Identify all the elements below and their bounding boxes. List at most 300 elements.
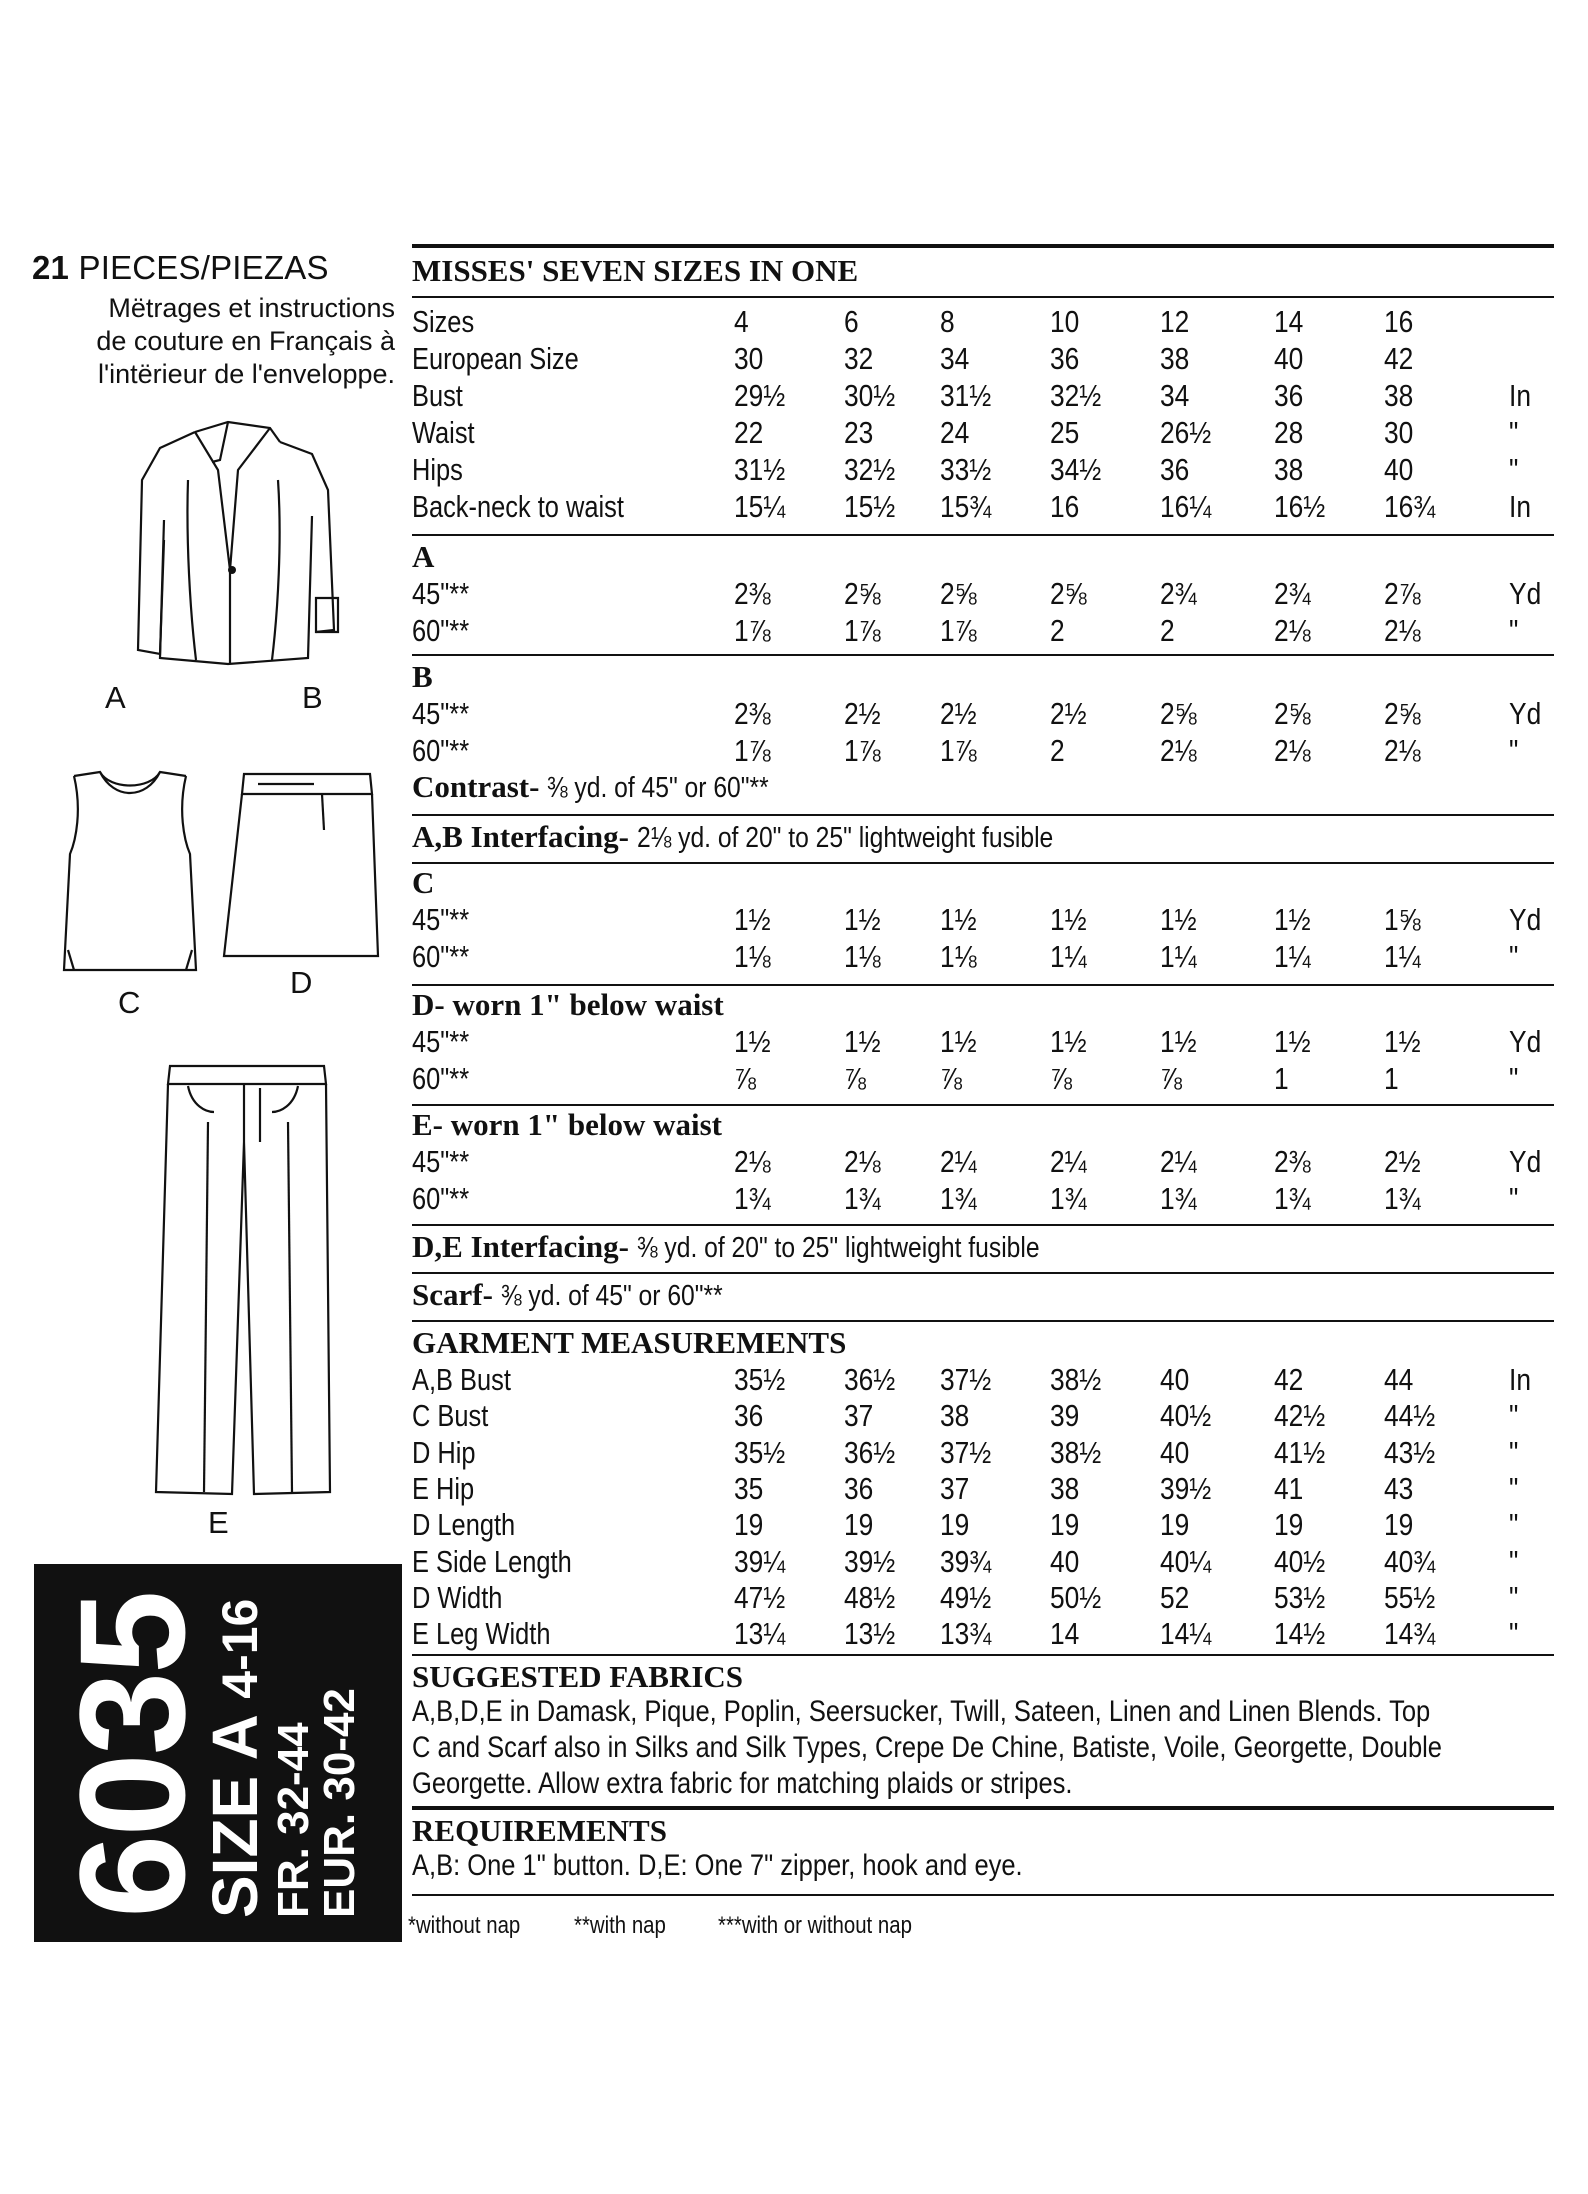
row-value: 1¾ <box>844 1181 881 1216</box>
row-label: E Side Length <box>412 1543 572 1579</box>
row-value: 38 <box>1160 341 1190 376</box>
de-interfacing-label: D,E Interfacing- <box>412 1229 629 1264</box>
ab-interfacing-line <box>412 820 1126 855</box>
row-value: 1⅞ <box>940 613 977 648</box>
table-row <box>412 1544 1554 1580</box>
row-label: 60"** <box>412 1061 470 1096</box>
divider <box>412 1272 1554 1274</box>
row-value: 1½ <box>844 1024 881 1059</box>
row-value: 30 <box>1384 415 1414 450</box>
row-value: 19 <box>1274 1507 1304 1543</box>
row-unit: Yd <box>1509 902 1542 937</box>
divider <box>412 1104 1554 1106</box>
requirements-title: REQUIREMENTS <box>412 1813 667 1848</box>
view-c-title: C <box>412 865 435 900</box>
row-value: 12 <box>1160 304 1190 339</box>
row-value: 1½ <box>734 902 771 937</box>
divider <box>412 1806 1554 1810</box>
row-value: 1⅞ <box>940 733 977 768</box>
row-value: 1⅛ <box>734 939 771 974</box>
view-a-title: A <box>412 539 435 574</box>
row-value: 38 <box>1050 1470 1080 1506</box>
row-unit: In <box>1509 1362 1531 1397</box>
pattern-number: 6035 <box>48 1592 216 1918</box>
row-value: 1⅞ <box>844 613 881 648</box>
row-unit: " <box>1509 939 1519 974</box>
table-row <box>412 1024 1554 1060</box>
row-value: 2⅝ <box>1050 576 1087 611</box>
scarf-line <box>412 1278 761 1313</box>
row-value: 1½ <box>940 902 977 937</box>
row-value: 39½ <box>1160 1470 1212 1506</box>
table-row <box>412 1181 1554 1217</box>
row-value: 39½ <box>844 1543 896 1579</box>
row-label: C Bust <box>412 1398 489 1434</box>
row-value: 14 <box>1274 304 1304 339</box>
row-value: 2¾ <box>1274 576 1311 611</box>
row-value: 2¼ <box>940 1144 977 1179</box>
table-row <box>412 304 1554 340</box>
row-value: 2⅛ <box>844 1144 881 1179</box>
view-e-title: E- worn 1" below waist <box>412 1107 722 1142</box>
row-label: Waist <box>412 415 475 450</box>
table-row <box>412 415 1554 451</box>
footnote-with-or-without-nap: ***with or without nap <box>718 1912 912 1939</box>
row-label: Back-neck to waist <box>412 489 624 524</box>
row-value: 38 <box>1384 378 1414 413</box>
row-value: 34½ <box>1050 452 1102 487</box>
row-value: 23 <box>844 415 874 450</box>
row-value: 1½ <box>940 1024 977 1059</box>
row-value: 14½ <box>1274 1616 1326 1652</box>
row-value: 1¾ <box>734 1181 771 1216</box>
row-value: 1¾ <box>1160 1181 1197 1216</box>
row-value: 1 <box>1384 1061 1399 1096</box>
row-value: 2¼ <box>1160 1144 1197 1179</box>
row-value: 16¾ <box>1384 489 1436 524</box>
row-unit: In <box>1509 378 1531 413</box>
table-row <box>412 733 1554 769</box>
row-value: 40 <box>1160 1362 1190 1397</box>
table-row <box>412 452 1554 488</box>
row-value: 1¼ <box>1384 939 1421 974</box>
size-prefix: SIZE A <box>199 1716 271 1918</box>
row-value: 19 <box>940 1507 970 1543</box>
divider <box>412 814 1554 816</box>
row-value: 30 <box>734 341 764 376</box>
fabrics-text <box>412 1694 1551 1802</box>
row-label: 45"** <box>412 902 470 937</box>
table-row <box>412 1507 1554 1543</box>
row-value: 25 <box>1050 415 1080 450</box>
divider <box>412 984 1554 986</box>
row-value: 44½ <box>1384 1398 1436 1434</box>
table-row <box>412 939 1554 975</box>
row-value: 2¼ <box>1050 1144 1087 1179</box>
row-label: D Hip <box>412 1434 476 1470</box>
row-value: 40 <box>1384 452 1414 487</box>
pants-illustration <box>148 1062 338 1502</box>
row-value: 2½ <box>1050 696 1087 731</box>
scarf-label: Scarf- <box>412 1277 493 1312</box>
pieces-count-heading <box>32 248 329 288</box>
row-value: 37½ <box>940 1362 992 1397</box>
row-value: 2⅝ <box>1384 696 1421 731</box>
row-value: 1½ <box>734 1024 771 1059</box>
row-value: 19 <box>844 1507 874 1543</box>
row-value: 1½ <box>1050 1024 1087 1059</box>
row-value: 40¾ <box>1384 1543 1436 1579</box>
row-value: 32 <box>844 341 874 376</box>
row-unit: In <box>1509 489 1531 524</box>
row-value: 2⅜ <box>734 696 771 731</box>
row-value: 40 <box>1274 341 1304 376</box>
eur-sizes: EUR. 30-42 <box>315 1688 364 1918</box>
row-value: 38½ <box>1050 1434 1102 1470</box>
row-unit: " <box>1509 1061 1519 1096</box>
contrast-text: ⅜ yd. of 45" or 60"** <box>547 772 769 804</box>
row-label: 60"** <box>412 733 470 768</box>
table-row <box>412 341 1554 377</box>
table-row <box>412 1616 1554 1652</box>
row-value: 32½ <box>1050 378 1102 413</box>
row-label: 60"** <box>412 613 470 648</box>
row-value: 1¾ <box>1384 1181 1421 1216</box>
row-label: European Size <box>412 341 579 376</box>
row-unit: " <box>1509 733 1519 768</box>
ab-interfacing-label: A,B Interfacing- <box>412 819 629 854</box>
row-value: 16 <box>1384 304 1414 339</box>
garment-title: GARMENT MEASUREMENTS <box>412 1325 847 1360</box>
row-value: 50½ <box>1050 1579 1102 1615</box>
row-value: 39¼ <box>734 1543 786 1579</box>
row-value: 1⅛ <box>940 939 977 974</box>
french-note <box>40 292 395 391</box>
row-value: 1½ <box>1274 902 1311 937</box>
row-value: 8 <box>940 304 955 339</box>
row-value: 43½ <box>1384 1434 1436 1470</box>
row-value: 2⅛ <box>1384 613 1421 648</box>
row-value: 40½ <box>1274 1543 1326 1579</box>
row-value: 13½ <box>844 1616 896 1652</box>
row-value: 15½ <box>844 489 896 524</box>
row-value: 38½ <box>1050 1362 1102 1397</box>
row-value: 1¼ <box>1050 939 1087 974</box>
row-value: 41½ <box>1274 1434 1326 1470</box>
row-label: Sizes <box>412 304 475 339</box>
row-unit: " <box>1509 1507 1519 1543</box>
row-value: 29½ <box>734 378 786 413</box>
row-value: 36 <box>1050 341 1080 376</box>
row-value: ⅞ <box>940 1061 962 1096</box>
row-value: 36½ <box>844 1362 896 1397</box>
fr-sizes: FR. 32-44 <box>269 1722 318 1918</box>
row-value: 1½ <box>1160 1024 1197 1059</box>
row-value: 1½ <box>1160 902 1197 937</box>
row-unit: Yd <box>1509 1144 1542 1179</box>
row-value: ⅞ <box>734 1061 756 1096</box>
row-label: 45"** <box>412 696 470 731</box>
row-value: 1½ <box>1384 1024 1421 1059</box>
row-value: 53½ <box>1274 1579 1326 1615</box>
table-row <box>412 1435 1554 1471</box>
jacket-illustration <box>120 420 350 680</box>
row-value: 1⅞ <box>844 733 881 768</box>
pieces-number: 21 <box>32 249 70 286</box>
row-value: 40 <box>1160 1434 1190 1470</box>
row-value: 16½ <box>1274 489 1326 524</box>
row-value: 48½ <box>844 1579 896 1615</box>
row-value: 1½ <box>1050 902 1087 937</box>
row-value: 36 <box>734 1398 764 1434</box>
row-label: A,B Bust <box>412 1362 511 1397</box>
row-value: 6 <box>844 304 859 339</box>
de-interfacing-line <box>412 1230 1110 1265</box>
row-value: 2⅛ <box>1384 733 1421 768</box>
row-value: 31½ <box>734 452 786 487</box>
row-value: 2⅛ <box>1274 613 1311 648</box>
row-value: 35 <box>734 1470 764 1506</box>
row-unit: " <box>1509 613 1519 648</box>
divider <box>412 534 1554 536</box>
row-value: 30½ <box>844 378 896 413</box>
row-value: 36½ <box>844 1434 896 1470</box>
row-label: 45"** <box>412 1144 470 1179</box>
row-unit: " <box>1509 1616 1519 1652</box>
row-label: 45"** <box>412 1024 470 1059</box>
row-value: 36 <box>1274 378 1304 413</box>
row-unit: " <box>1509 452 1519 487</box>
row-value: 33½ <box>940 452 992 487</box>
row-value: 4 <box>734 304 749 339</box>
row-value: 28 <box>1274 415 1304 450</box>
ab-interfacing-text: 2⅛ yd. of 20" to 25" lightweight fusible <box>636 822 1054 854</box>
row-value: 55½ <box>1384 1579 1436 1615</box>
figure-label-b: B <box>302 680 323 715</box>
divider <box>412 1894 1554 1896</box>
row-label: D Width <box>412 1579 503 1615</box>
divider <box>412 862 1554 864</box>
size-range: 4-16 <box>212 1598 268 1699</box>
row-value: 2⅝ <box>940 576 977 611</box>
row-value: 2⅝ <box>1274 696 1311 731</box>
row-value: 1¼ <box>1160 939 1197 974</box>
row-label: 45"** <box>412 576 470 611</box>
divider <box>412 1654 1554 1656</box>
row-value: 2⅛ <box>1160 733 1197 768</box>
row-value: 43 <box>1384 1470 1414 1506</box>
requirements-text: A,B: One 1" button. D,E: One 7" zipper, hook and eye. <box>412 1849 1023 1882</box>
row-unit: " <box>1509 1543 1519 1579</box>
pieces-label: PIECES/PIEZAS <box>78 249 329 286</box>
view-d-title: D- worn 1" below waist <box>412 987 724 1022</box>
row-value: 37½ <box>940 1434 992 1470</box>
row-unit: " <box>1509 415 1519 450</box>
row-value: 42 <box>1384 341 1414 376</box>
row-value: 2⅞ <box>1384 576 1421 611</box>
row-unit: Yd <box>1509 1024 1542 1059</box>
row-value: 19 <box>1050 1507 1080 1543</box>
row-value: 1½ <box>1274 1024 1311 1059</box>
table-row <box>412 902 1554 938</box>
divider <box>412 1320 1554 1322</box>
table-row <box>412 1471 1554 1507</box>
row-value: 14¼ <box>1160 1616 1212 1652</box>
row-value: 36 <box>1160 452 1190 487</box>
row-value: 41 <box>1274 1470 1304 1506</box>
de-interfacing-text: ⅜ yd. of 20" to 25" lightweight fusible <box>636 1232 1040 1264</box>
row-value: 13¼ <box>734 1616 786 1652</box>
row-value: 1⅝ <box>1384 902 1421 937</box>
row-value: 1⅛ <box>844 939 881 974</box>
row-value: 37 <box>844 1398 874 1434</box>
row-value: 2⅝ <box>1160 696 1197 731</box>
row-value: 1½ <box>844 902 881 937</box>
table-row <box>412 1144 1554 1180</box>
sleeveless-top-illustration <box>60 770 200 980</box>
row-value: 24 <box>940 415 970 450</box>
row-unit: Yd <box>1509 576 1542 611</box>
row-value: 39 <box>1050 1398 1080 1434</box>
row-value: 2 <box>1050 733 1065 768</box>
table-row <box>412 613 1554 649</box>
row-value: 1⅞ <box>734 613 771 648</box>
skirt-illustration <box>222 770 382 960</box>
row-unit: " <box>1509 1434 1519 1470</box>
table-row <box>412 1061 1554 1097</box>
row-value: 2⅛ <box>1274 733 1311 768</box>
row-value: 44 <box>1384 1362 1414 1397</box>
row-value: 2⅜ <box>1274 1144 1311 1179</box>
figure-label-a: A <box>105 680 126 715</box>
row-value: 38 <box>940 1398 970 1434</box>
row-value: 16 <box>1050 489 1080 524</box>
row-value: ⅞ <box>1050 1061 1072 1096</box>
row-value: ⅞ <box>844 1061 866 1096</box>
row-unit: " <box>1509 1398 1519 1434</box>
row-value: 52 <box>1160 1579 1190 1615</box>
contrast-label: Contrast- <box>412 769 540 804</box>
figure-label-c: C <box>118 985 141 1020</box>
row-value: 49½ <box>940 1579 992 1615</box>
table-row <box>412 489 1554 525</box>
row-value: 40½ <box>1160 1398 1212 1434</box>
row-value: 22 <box>734 415 764 450</box>
contrast-line <box>412 770 808 805</box>
row-value: 40 <box>1050 1543 1080 1579</box>
footnote-with-nap: **with nap <box>574 1912 666 1939</box>
row-value: 39¾ <box>940 1543 992 1579</box>
figure-label-d: D <box>290 965 313 1000</box>
top-rule <box>412 244 1554 248</box>
row-value: 38 <box>1274 452 1304 487</box>
row-label: E Leg Width <box>412 1616 551 1652</box>
table-row <box>412 1580 1554 1616</box>
row-value: 14¾ <box>1384 1616 1436 1652</box>
row-value: 34 <box>1160 378 1190 413</box>
fabrics-line: Georgette. Allow extra fabric for matching plaids or stripes. <box>412 1767 1073 1800</box>
row-label: 60"** <box>412 939 470 974</box>
row-value: 32½ <box>844 452 896 487</box>
row-value: ⅞ <box>1160 1061 1182 1096</box>
row-value: 1⅞ <box>734 733 771 768</box>
row-unit: " <box>1509 1470 1519 1506</box>
row-value: 19 <box>1160 1507 1190 1543</box>
row-value: 2 <box>1050 613 1065 648</box>
row-value: 2¾ <box>1160 576 1197 611</box>
figure-label-e: E <box>208 1505 229 1540</box>
row-value: 34 <box>940 341 970 376</box>
table-title: MISSES' SEVEN SIZES IN ONE <box>412 253 859 288</box>
size-label <box>199 1568 271 1918</box>
row-value: 13¾ <box>940 1616 992 1652</box>
row-value: 26½ <box>1160 415 1212 450</box>
row-value: 31½ <box>940 378 992 413</box>
row-value: 2½ <box>844 696 881 731</box>
row-value: 1¾ <box>1050 1181 1087 1216</box>
row-value: 2⅜ <box>734 576 771 611</box>
table-row <box>412 378 1554 414</box>
row-value: 1¾ <box>940 1181 977 1216</box>
row-value: 19 <box>734 1507 764 1543</box>
row-value: 1 <box>1274 1061 1289 1096</box>
row-label: E Hip <box>412 1470 475 1506</box>
row-unit: Yd <box>1509 696 1542 731</box>
table-row <box>412 1362 1554 1398</box>
row-value: 47½ <box>734 1579 786 1615</box>
view-b-title: B <box>412 659 433 694</box>
row-label: D Length <box>412 1507 516 1543</box>
row-value: 16¼ <box>1160 489 1212 524</box>
row-label: Bust <box>412 378 463 413</box>
row-value: 15¼ <box>734 489 786 524</box>
row-value: 40¼ <box>1160 1543 1212 1579</box>
divider <box>412 296 1554 298</box>
row-value: 36 <box>844 1470 874 1506</box>
row-value: 35½ <box>734 1362 786 1397</box>
row-value: 42½ <box>1274 1398 1326 1434</box>
table-row <box>412 696 1554 732</box>
row-value: 35½ <box>734 1434 786 1470</box>
row-value: 2½ <box>1384 1144 1421 1179</box>
row-label: 60"** <box>412 1181 470 1216</box>
row-value: 1¼ <box>1274 939 1311 974</box>
row-value: 37 <box>940 1470 970 1506</box>
divider <box>412 1224 1554 1226</box>
row-value: 2⅝ <box>844 576 881 611</box>
row-value: 15¾ <box>940 489 992 524</box>
fabrics-line: A,B,D,E in Damask, Pique, Poplin, Seersucker, Twill, Sateen, Linen and Linen Blends. Top <box>412 1695 1431 1728</box>
row-value: 10 <box>1050 304 1080 339</box>
row-value: 2½ <box>940 696 977 731</box>
table-row <box>412 576 1554 612</box>
divider <box>412 654 1554 656</box>
row-unit: " <box>1509 1579 1519 1615</box>
row-value: 14 <box>1050 1616 1080 1652</box>
row-value: 42 <box>1274 1362 1304 1397</box>
french-note-line: Mëtrages et instructions <box>108 293 395 323</box>
row-label: Hips <box>412 452 463 487</box>
footnote-without-nap: *without nap <box>408 1912 521 1939</box>
pattern-number-badge <box>34 1564 402 1942</box>
french-note-line: de couture en Français à <box>96 326 395 356</box>
row-unit: " <box>1509 1181 1519 1216</box>
fabrics-line: C and Scarf also in Silks and Silk Types, Crepe De Chine, Batiste, Voile, Georgette, Double <box>412 1731 1442 1764</box>
row-value: 1¾ <box>1274 1181 1311 1216</box>
fabrics-title: SUGGESTED FABRICS <box>412 1659 744 1694</box>
row-value: 2⅛ <box>734 1144 771 1179</box>
row-value: 19 <box>1384 1507 1414 1543</box>
